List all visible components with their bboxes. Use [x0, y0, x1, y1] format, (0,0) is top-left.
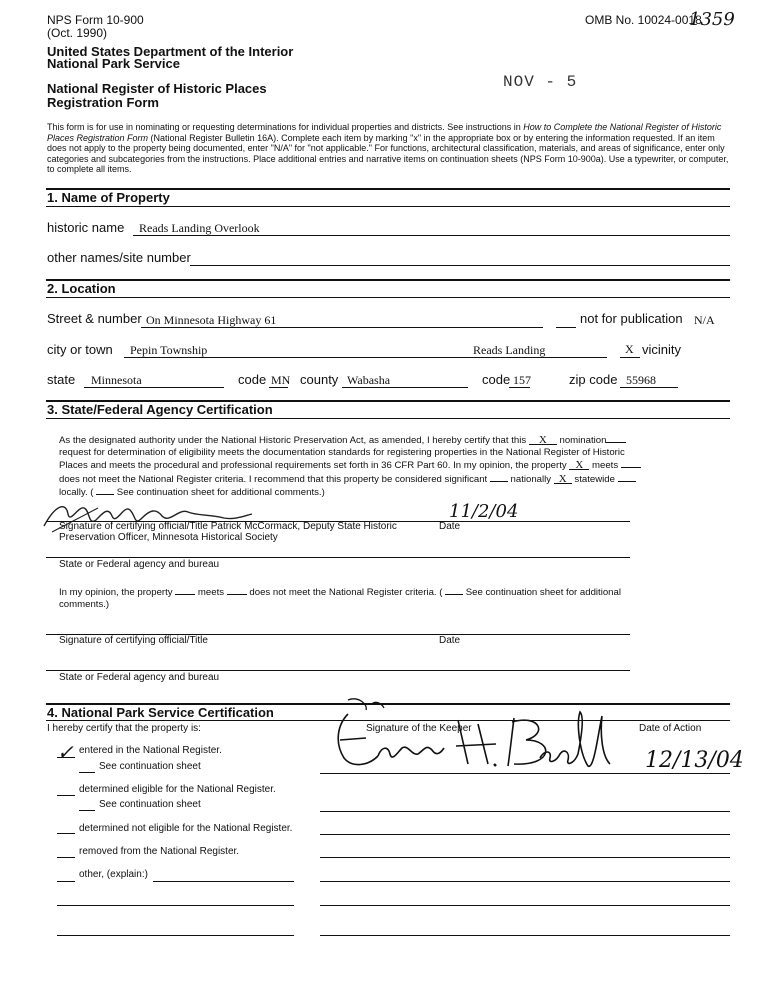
- field-underline: [620, 387, 678, 388]
- county-code-label: code: [482, 372, 511, 387]
- checkbox-underline: [620, 357, 640, 358]
- not-for-publication-label: not for publication: [580, 311, 683, 326]
- state-code-value[interactable]: MN: [271, 373, 291, 387]
- section-rule: [46, 206, 730, 207]
- checkbox-underline: [57, 833, 75, 834]
- statewide-checkbox[interactable]: X: [558, 472, 567, 485]
- keeper-signature: [318, 694, 618, 784]
- section4-title: 4. National Park Service Certification: [47, 705, 274, 720]
- agency-label: State or Federal agency and bureau: [59, 672, 220, 683]
- vicinity-place[interactable]: Reads Landing: [473, 343, 546, 357]
- form-date: (Oct. 1990): [47, 26, 108, 40]
- vicinity-label: vicinity: [642, 342, 682, 357]
- received-stamp: NOV - 5: [503, 73, 578, 91]
- option-other: other, (explain:): [79, 869, 148, 880]
- other-names-label: other names/site number: [47, 250, 191, 265]
- city-value[interactable]: Pepin Township: [130, 343, 208, 357]
- field-underline: [320, 935, 730, 936]
- agency-title: National Park Service: [47, 56, 180, 71]
- historic-name-label: historic name: [47, 220, 125, 235]
- explain-underline: [57, 905, 294, 906]
- field-underline: [320, 834, 730, 835]
- checkbox-underline: [57, 857, 75, 858]
- agency-line: [46, 670, 630, 671]
- signature-label: Signature of certifying official/Title: [59, 635, 208, 646]
- checkbox-underline: [79, 810, 95, 811]
- omb-number: OMB No. 10024-0018: [585, 13, 702, 27]
- option-removed: removed from the National Register.: [79, 846, 240, 857]
- agency-label: State or Federal agency and bureau: [59, 559, 220, 570]
- section2-title: 2. Location: [47, 281, 116, 296]
- form-title: Registration Form: [47, 95, 159, 110]
- field-underline: [190, 265, 730, 266]
- section1-title: 1. Name of Property: [47, 190, 170, 205]
- field-underline: [320, 857, 730, 858]
- opinion-statement: In my opinion, the property meets does not meet the National Register criteria. ( See continuation sheet for additional comments.): [59, 587, 621, 610]
- not-for-publication-value[interactable]: N/A: [694, 313, 715, 327]
- signature-label-continued: Preservation Officer, Minnesota Historical Society: [59, 532, 278, 543]
- field-underline: [84, 387, 224, 388]
- county-label: county: [300, 372, 339, 387]
- register-title: National Register of Historic Places: [47, 81, 267, 96]
- certification-statement: As the designated authority under the National Historic Preservation Act, as amended, I hereby certify that this X nomination request for determination of eligibility meets the documentation standards for registering properties in the National Register of Historic Places and meets the procedural and professional requirements set forth in 36 CFR Part 60. In my opinion, the property X meets does not meet the National Register criteria. I recommend that this property be considered significant nationally X statewide locally. ( See continuation sheet for additional comments.): [59, 433, 643, 499]
- vicinity-checkbox[interactable]: X: [625, 342, 634, 356]
- county-code-value[interactable]: 157: [513, 373, 531, 387]
- certify-statement: I hereby certify that the property is:: [47, 723, 201, 734]
- certification-date-value: 11/2/04: [449, 501, 519, 522]
- option-entered-continuation: See continuation sheet: [99, 761, 201, 772]
- street-value[interactable]: On Minnesota Highway 61: [146, 313, 277, 327]
- state-label: state: [47, 372, 76, 387]
- street-label: Street & number: [47, 311, 142, 326]
- keeper-signature-label: Signature of the Keeper: [366, 723, 472, 734]
- field-underline: [320, 905, 730, 906]
- field-underline: [320, 881, 730, 882]
- option-eligible-continuation: See continuation sheet: [99, 799, 201, 810]
- checkbox-underline: [57, 795, 75, 796]
- signature-label: Signature of certifying official/Title Patrick McCormack, Deputy State Historic: [59, 521, 397, 532]
- department-title: United States Department of the Interior: [47, 44, 294, 59]
- meets-checkbox[interactable]: X: [575, 459, 584, 472]
- date-of-action-value: 12/13/04: [645, 748, 744, 773]
- checkbox-underline: [556, 327, 576, 328]
- keeper-signature-text: [330, 740, 337, 741]
- date-of-action-label: Date of Action: [639, 723, 702, 734]
- state-code-label: code: [238, 372, 267, 387]
- option-entered: entered in the National Register.: [79, 745, 222, 756]
- explain-underline: [153, 881, 294, 882]
- section-rule: [46, 279, 730, 281]
- field-underline: [320, 811, 730, 812]
- option-not-eligible: determined not eligible for the National Register.: [79, 823, 293, 834]
- nomination-checkbox[interactable]: X: [538, 434, 547, 446]
- city-label: city or town: [47, 342, 113, 357]
- handwritten-reference: 1359: [689, 9, 735, 30]
- agency-line: [46, 557, 630, 558]
- field-underline: [342, 387, 468, 388]
- zip-value[interactable]: 55968: [626, 373, 656, 387]
- date-label: Date: [439, 635, 461, 646]
- field-underline: [320, 773, 730, 774]
- form-number: NPS Form 10-900: [47, 13, 144, 27]
- field-underline: [141, 327, 543, 328]
- option-determined-eligible: determined eligible for the National Register.: [79, 784, 276, 795]
- section-rule: [46, 418, 730, 419]
- section3-title: 3. State/Federal Agency Certification: [47, 402, 273, 417]
- field-underline: [269, 387, 288, 388]
- explain-underline: [57, 935, 294, 936]
- zip-label: zip code: [569, 372, 618, 387]
- state-value[interactable]: Minnesota: [91, 373, 142, 387]
- historic-name-value[interactable]: Reads Landing Overlook: [139, 221, 260, 235]
- instructions-paragraph: This form is for use in nominating or requesting determinations for individual properties and districts. See instructions in How to Complete the National Register of Historic Places Registration Form (National Register Bulletin 16A). Complete each item by marking "x" in the appropriate box or by entering the information requested. If an item does not apply to the property being documented, enter "N/A" for "not applicable." For functions, architectural classification, materials, and areas of significance, enter only categories and subcategories from the instructions. Place additional entries and narrative items on continuation sheets (NPS Form 10-900a). Use a typewriter, or computer, to complete all items.: [47, 122, 729, 175]
- date-label: Date: [439, 521, 461, 532]
- checkbox-underline: [79, 772, 95, 773]
- county-value[interactable]: Wabasha: [347, 373, 391, 387]
- section-rule: [46, 297, 730, 298]
- entered-checkmark[interactable]: ✓: [57, 740, 74, 764]
- field-underline: [133, 235, 730, 236]
- checkbox-underline: [57, 757, 75, 758]
- field-underline: [509, 387, 530, 388]
- checkbox-underline: [57, 881, 75, 882]
